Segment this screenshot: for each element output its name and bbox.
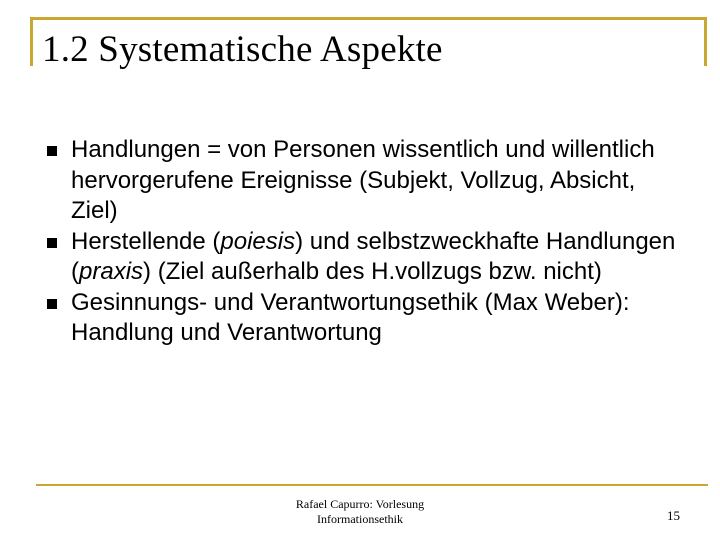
slide-title: 1.2 Systematische Aspekte — [42, 29, 443, 70]
bullet-item — [47, 227, 687, 288]
title-frame-top-line — [30, 17, 707, 20]
footer-author-line-1: Rafael Capurro: Vorlesung — [295, 497, 425, 511]
bullet-text-part: Handlungen = von Personen wissentlich und willentlich hervorgerufene Ereignisse (Subjekt, Vollzug, Absicht, Ziel) — [71, 136, 655, 224]
bullet-text — [71, 135, 687, 227]
bullet-item — [47, 288, 687, 349]
square-bullet-icon — [47, 299, 57, 309]
footer-author-line-2: Informationsethik — [317, 512, 403, 526]
footer-divider — [36, 484, 708, 486]
square-bullet-icon — [47, 146, 57, 156]
bullet-text-italic-term: praxis — [79, 258, 144, 285]
bullet-text-italic-term: poiesis — [220, 227, 296, 255]
bullet-text — [71, 288, 687, 349]
bullet-item — [47, 135, 687, 227]
page-number: 15 — [667, 508, 680, 523]
bullet-list — [47, 135, 687, 349]
bullet-text-part: ) (Ziel außerhalb des H.vollzugs bzw. nicht) — [143, 258, 602, 285]
square-bullet-icon — [47, 238, 57, 248]
bullet-text-part: Herstellende ( — [71, 227, 221, 255]
bullet-text-part: ) und selbstzweckhafte Handlungen ( — [71, 227, 676, 285]
bullet-text-part: Gesinnungs- und Verantwortungsethik (Max Weber): Handlung und Verantwortung — [71, 288, 630, 346]
title-frame-left-line — [30, 17, 33, 66]
footer-author — [260, 497, 460, 527]
title-frame-right-line — [704, 17, 707, 66]
bullet-text — [71, 227, 687, 288]
